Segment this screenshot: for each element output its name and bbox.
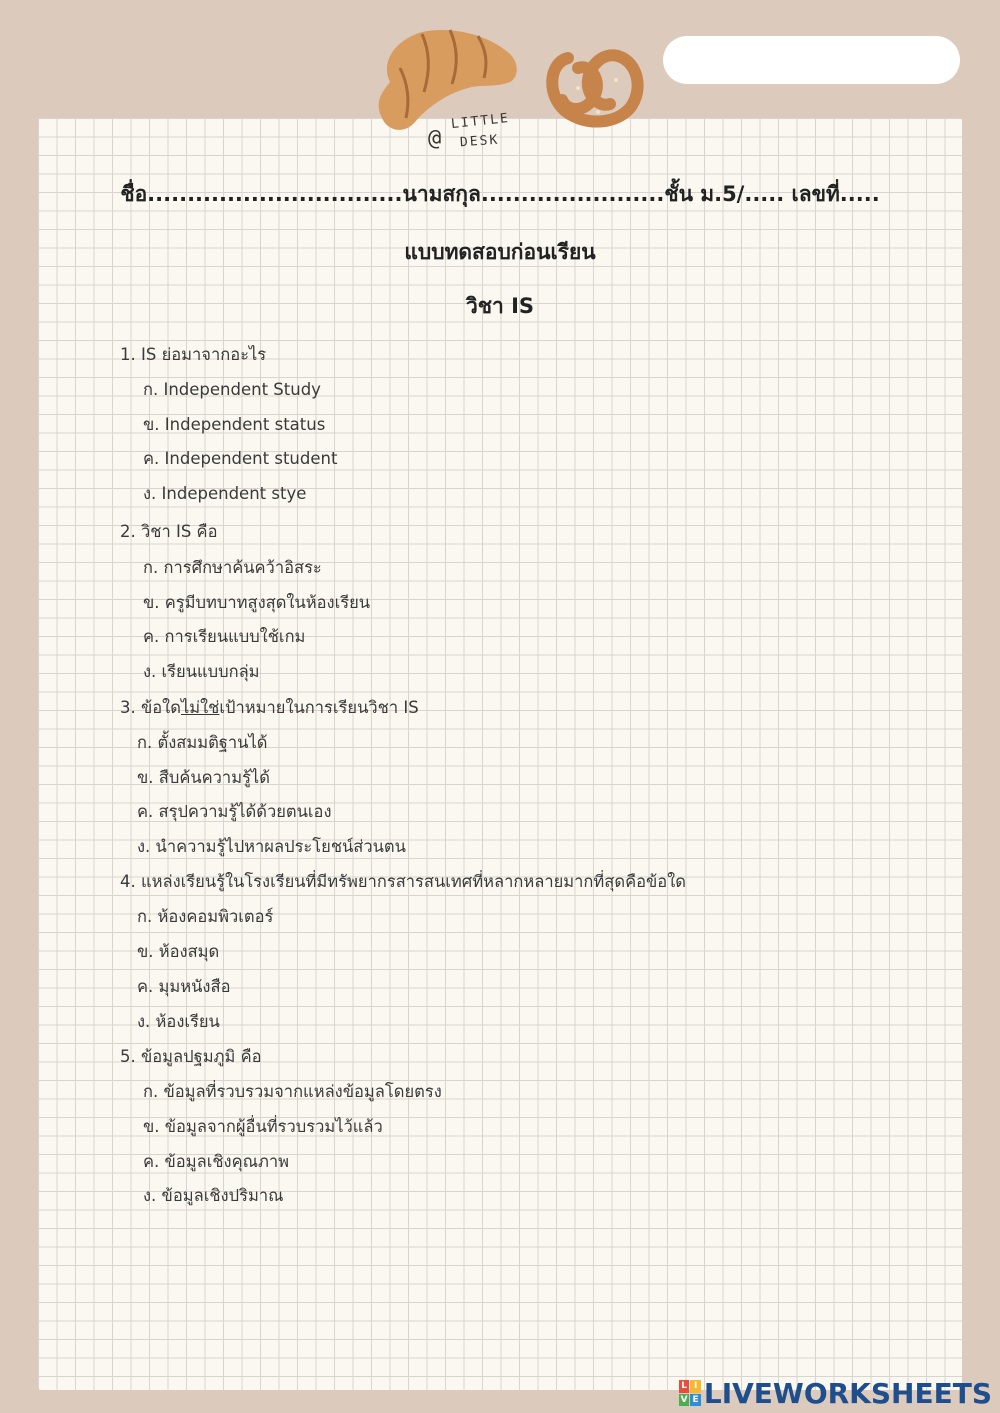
liveworksheets-logo-icon xyxy=(679,1380,701,1406)
brand-word-desk: DESK xyxy=(459,132,500,151)
logo-letter-i: I xyxy=(690,1380,701,1393)
liveworksheets-brand[interactable] xyxy=(679,1376,992,1410)
white-tape-strip xyxy=(663,36,960,84)
question-4: 4. แหล่งเรียนรู้ในโรงเรียนที่มีทรัพยากรสารสนเทศที่หลากหลายมากที่สุดคือข้อใด xyxy=(120,872,686,891)
choice-1d[interactable]: ง. Independent stye xyxy=(143,484,307,503)
choice-1c[interactable]: ค. Independent student xyxy=(143,449,338,468)
question-5: 5. ข้อมูลปฐมภูมิ คือ xyxy=(120,1047,262,1066)
question-2: 2. วิชา IS คือ xyxy=(120,522,218,541)
brand-word-little: LITTLE xyxy=(450,110,511,133)
logo-letter-v: V xyxy=(680,1394,688,1405)
brand-at: @ xyxy=(428,126,442,151)
choice-5a[interactable]: ก. ข้อมูลที่รวบรวมจากแหล่งข้อมูลโดยตรง xyxy=(143,1082,442,1101)
choice-2c[interactable]: ค. การเรียนแบบใช้เกม xyxy=(143,627,306,646)
logo-letter-l: L xyxy=(679,1380,690,1393)
page-title: แบบทดสอบก่อนเรียน xyxy=(404,240,596,264)
choice-3d[interactable]: ง. นำความรู้ไปหาผลประโยชน์ส่วนตน xyxy=(137,837,406,856)
logo-letter-e: E xyxy=(690,1394,701,1407)
choice-3b[interactable]: ข. สืบค้นความรู้ได้ xyxy=(137,768,270,787)
pretzel-icon xyxy=(538,28,648,138)
choice-5b[interactable]: ข. ข้อมูลจากผู้อื่นที่รวบรวมไว้แล้ว xyxy=(143,1117,383,1136)
choice-3c[interactable]: ค. สรุปความรู้ได้ด้วยตนเอง xyxy=(137,802,332,821)
choice-2b[interactable]: ข. ครูมีบทบาทสูงสุดในห้องเรียน xyxy=(143,593,371,612)
question-3 xyxy=(120,695,419,721)
choice-4d[interactable]: ง. ห้องเรียน xyxy=(137,1012,220,1031)
choice-4b[interactable]: ข. ห้องสมุด xyxy=(137,942,220,961)
subject-title: วิชา IS xyxy=(465,294,535,318)
question-1: 1. IS ย่อมาจากอะไร xyxy=(120,345,267,364)
little-desk-logo xyxy=(428,112,528,156)
choice-2a[interactable]: ก. การศึกษาค้นคว้าอิสระ xyxy=(143,558,322,577)
choice-1a[interactable]: ก. Independent Study xyxy=(143,380,321,399)
choice-3a[interactable]: ก. ตั้งสมมติฐานได้ xyxy=(137,733,268,752)
choice-2d[interactable]: ง. เรียนแบบกลุ่ม xyxy=(143,662,260,681)
student-info-line: ชื่อ................................นามสกุล.......................ชั้น ม.5/..... เลขที่..... xyxy=(120,182,880,206)
question-3-post: เป้าหมายในการเรียนวิชา IS xyxy=(219,698,419,717)
question-3-underlined: ไม่ใช่ xyxy=(180,698,220,717)
choice-4c[interactable]: ค. มุมหนังสือ xyxy=(137,977,231,996)
choice-4a[interactable]: ก. ห้องคอมพิวเตอร์ xyxy=(137,907,274,926)
choice-5d[interactable]: ง. ข้อมูลเชิงปริมาณ xyxy=(143,1186,284,1205)
choice-5c[interactable]: ค. ข้อมูลเชิงคุณภาพ xyxy=(143,1152,289,1171)
liveworksheets-text: LIVEWORKSHEETS xyxy=(703,1376,992,1410)
question-3-pre: 3. ข้อใด xyxy=(120,698,181,717)
choice-1b[interactable]: ข. Independent status xyxy=(143,415,326,434)
